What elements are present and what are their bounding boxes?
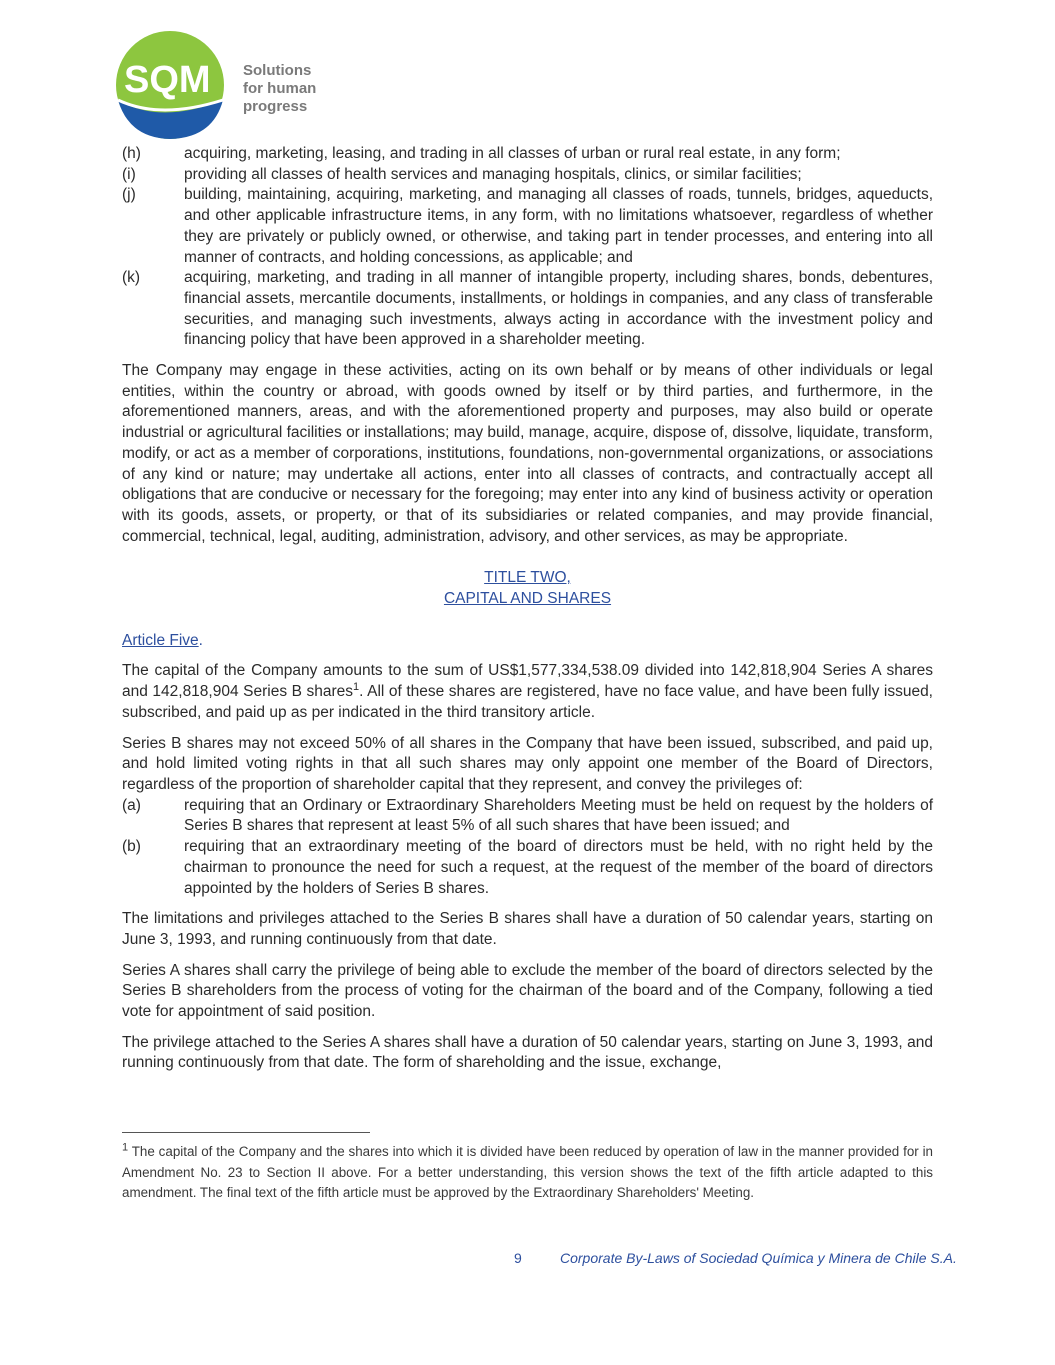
list-item — [122, 268, 933, 351]
tagline-line-1: Solutions — [243, 62, 312, 79]
sqm-logo — [115, 30, 345, 145]
tagline-line-2: for human — [243, 80, 317, 97]
list-item-text: providing all classes of health services and managing hospitals, clinics, or similar facilities; — [184, 165, 802, 183]
list-item-text: requiring that an Ordinary or Extraordinary Shareholders Meeting must be held on request by the holders of Series B shares that represent at least 5% of all such shares that have been issued; and — [184, 796, 933, 835]
company-activities-paragraph: The Company may engage in these activities, acting on its own behalf or by means of other individuals or legal entities, within the country or abroad, with goods owned by itself or by third parties, and furthermore, in the aforementioned manners, areas, and with the aforementioned property and purposes, may also build or operate industrial or agricultural facilities or installations; may build, manage, acquire, dispose of, dissolve, liquidate, transform, modify, or act as a member of corporations, institutions, foundations, non-governmental organizations, or associations of any kind or nature; may undertake all actions, enter into all classes of contracts, and contractually accept all obligations that are conducive or necessary for the foregoing; may enter into any kind of business activity or operation with its goods, assets, or property, or that of its subsidiaries or related companies, and may provide financial, commercial, technical, legal, auditing, administration, advisory, and other services, as may be appropriate. — [122, 362, 933, 545]
list-item — [122, 837, 933, 899]
list-item-label: (j) — [122, 186, 136, 204]
footnote-reference: 1 — [353, 681, 360, 694]
list-item-label: (k) — [122, 269, 141, 287]
page-body — [122, 144, 933, 1074]
privileges-list — [122, 796, 933, 900]
document-title: Corporate By-Laws of Sociedad Química y Minera de Chile S.A. — [560, 1250, 957, 1266]
list-item-text: acquiring, marketing, and trading in all manner of intangible property, including shares, bonds, debentures, financial assets, mercantile documents, installments, or holdings in companies, and any class of transferable securities, and managing such investments, always acting in accordance with the investment policy and financing policy that have been approved in a shareholder meeting. — [184, 269, 933, 349]
sqm-logo-letters: SQM — [124, 59, 211, 101]
activity-list — [122, 144, 933, 351]
footnote-mark: 1 — [122, 1141, 129, 1154]
page-number: 9 — [514, 1250, 522, 1266]
list-item-text: acquiring, marketing, leasing, and trading in all classes of urban or rural real estate, in any form; — [184, 145, 841, 162]
article-five-heading — [122, 631, 933, 652]
article-five-period: . — [198, 631, 203, 649]
list-item-text: requiring that an extraordinary meeting of the board of directors must be held, with no right held by the chairman to pronounce the need for such a request, at the request of the member of the board of directors appointed by the holders of Series B shares. — [184, 838, 933, 897]
sqm-logo-mark — [115, 30, 235, 145]
list-item — [122, 165, 933, 186]
series-a-paragraph: Series A shares shall carry the privilege of being able to exclude the member of the board of directors selected by the Series B shareholders from the process of voting for the chairman of the board and of the Company, following a tied vote for appointment of said position. — [122, 961, 933, 1021]
list-item-text: building, maintaining, acquiring, marketing, and managing all classes of roads, tunnels, bridges, aqueducts, and other applicable infrastructure items, in any form, with no limitations whatsoever, regardless of whether they are privately or publicly owned, or otherwise, and taking part in tender processes, and entering into all manner of contracts, and holding concessions, as applicable; and — [184, 186, 933, 266]
list-item-label: (i) — [122, 165, 136, 183]
capital-and-shares-heading: CAPITAL AND SHARES — [443, 590, 612, 608]
article-five-label: Article Five — [122, 631, 199, 649]
tagline-line-3: progress — [243, 98, 308, 115]
limitations-paragraph: The limitations and privileges attached to the Series B shares shall have a duration of 50 calendar years, starting on June 3, 1993, and running continuously from that date. — [122, 910, 933, 948]
list-item-label: (b) — [122, 838, 141, 856]
footnote-text: The capital of the Company and the shares into which it is divided have been reduced by operation of law in the manner provided for in Amendment No. 23 to Section II above. For a better understanding, this version shows the text of the fifth article adapted to this amendment. The final text of the fifth article must be approved by the Extraordinary Shareholders' Meeting. — [122, 1144, 934, 1201]
logo-tagline — [243, 62, 316, 116]
list-item-label: (h) — [122, 145, 141, 162]
footnote-divider — [122, 1132, 370, 1133]
capital-text-part1: The capital of the Company amounts to the sum of US$1,577,334,538.09 divided into 142,818,904 Series A shares and 142,818,904 Series B shares — [122, 662, 933, 701]
capital-text-part2: . All of these shares are registered, have no face value, and have been fully issued, subscribed, and paid up as per indicated in the third transitory article. — [122, 683, 933, 721]
list-item — [122, 144, 933, 165]
title-two-heading: TITLE TWO, — [484, 569, 571, 587]
capital-paragraph — [122, 661, 933, 723]
privilege-duration-paragraph: The privilege attached to the Series A shares shall have a duration of 50 calendar years, starting on June 3, 1993, and running continuously from that date. The form of shareholding and the issue, exchange, — [122, 1033, 933, 1072]
series-b-paragraph: Series B shares may not exceed 50% of all shares in the Company that have been issued, subscribed, and paid up, and hold limited voting rights in that all such shares may only appoint one member of the Board of Directors, regardless of the proportion of shareholder capital that they represent, and convey the privileges of: — [122, 734, 933, 793]
footnote — [122, 1142, 933, 1204]
list-item — [122, 796, 933, 837]
list-item-label: (a) — [122, 796, 141, 814]
list-item — [122, 185, 933, 268]
